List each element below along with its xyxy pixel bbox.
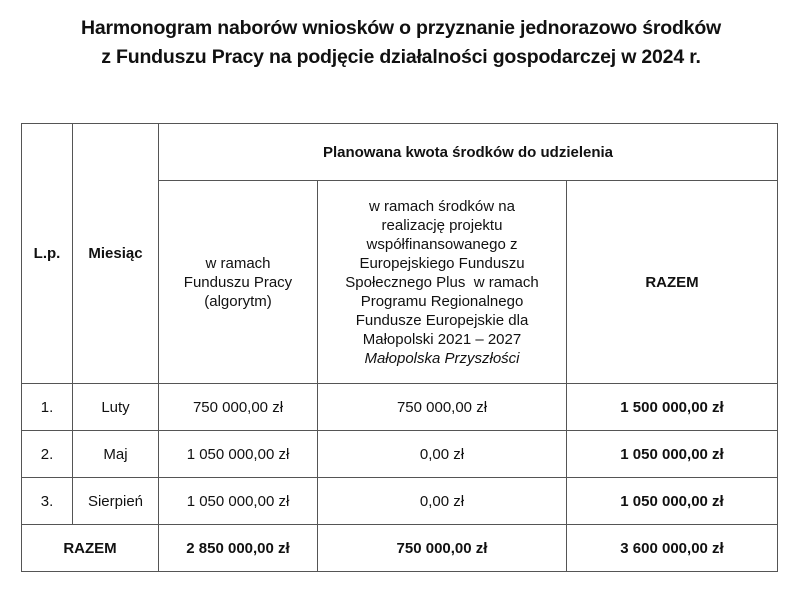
cell-efs: 0,00 zł bbox=[318, 478, 567, 525]
cell-total: 1 050 000,00 zł bbox=[567, 478, 778, 525]
cell-fp: 1 050 000,00 zł bbox=[159, 478, 318, 525]
header-month: Miesiąc bbox=[73, 124, 159, 384]
table-row bbox=[22, 384, 778, 431]
summary-row bbox=[22, 525, 778, 572]
cell-efs: 0,00 zł bbox=[318, 431, 567, 478]
header-fp: w ramach Funduszu Pracy (algorytm) bbox=[159, 181, 318, 384]
header-row-1 bbox=[22, 124, 778, 181]
cell-lp: 2. bbox=[22, 431, 73, 478]
header-planned-amount: Planowana kwota środków do udzielenia bbox=[159, 124, 778, 181]
cell-month: Maj bbox=[73, 431, 159, 478]
header-total: RAZEM bbox=[567, 181, 778, 384]
cell-month: Sierpień bbox=[73, 478, 159, 525]
cell-fp: 750 000,00 zł bbox=[159, 384, 318, 431]
title-line-2: z Funduszu Pracy na podjęcie działalności gospodarczej w 2024 r. bbox=[101, 46, 701, 68]
cell-lp: 3. bbox=[22, 478, 73, 525]
cell-total: 1 050 000,00 zł bbox=[567, 431, 778, 478]
summary-total: 3 600 000,00 zł bbox=[567, 525, 778, 572]
summary-fp: 2 850 000,00 zł bbox=[159, 525, 318, 572]
schedule-table bbox=[21, 123, 778, 572]
cell-total: 1 500 000,00 zł bbox=[567, 384, 778, 431]
title-line-1: Harmonogram naborów wniosków o przyznanie jednorazowo środków bbox=[80, 17, 722, 39]
table-row bbox=[22, 478, 778, 525]
document-title bbox=[0, 14, 802, 72]
cell-efs: 750 000,00 zł bbox=[318, 384, 567, 431]
summary-efs: 750 000,00 zł bbox=[318, 525, 567, 572]
cell-lp: 1. bbox=[22, 384, 73, 431]
cell-fp: 1 050 000,00 zł bbox=[159, 431, 318, 478]
cell-month: Luty bbox=[73, 384, 159, 431]
header-lp: L.p. bbox=[22, 124, 73, 384]
summary-label: RAZEM bbox=[22, 525, 159, 572]
table-row bbox=[22, 431, 778, 478]
header-efs: w ramach środków na realizację projektu współfinansowanego z Europejskiego Funduszu Społecznego Plus w ramach Programu Regionalnego Fundusze Europejskie dla Małopolski 2021 – 2027 Małopolska Przyszłości bbox=[318, 181, 567, 384]
